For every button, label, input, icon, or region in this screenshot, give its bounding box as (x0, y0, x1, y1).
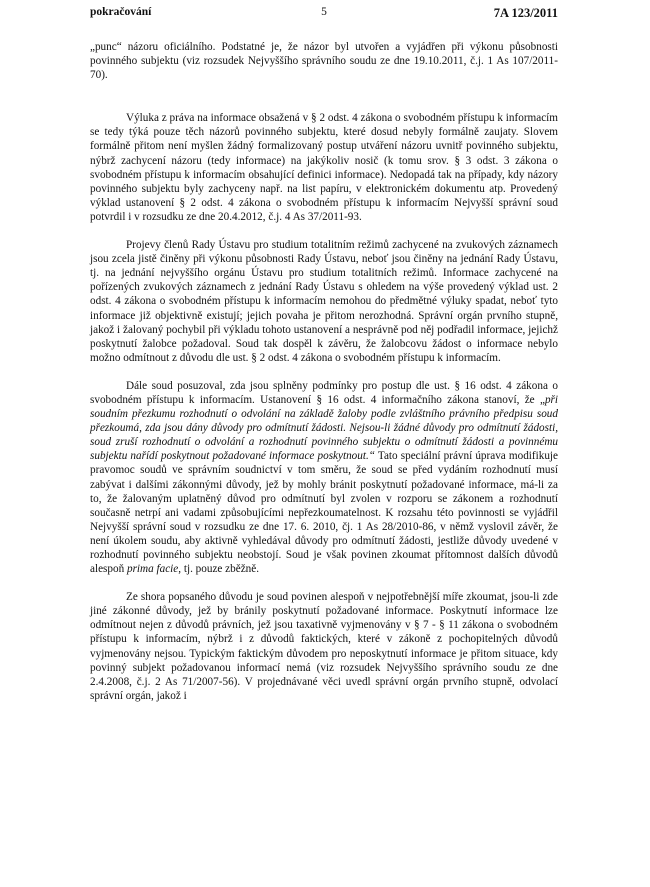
continuation-label: pokračování (90, 6, 152, 18)
text-run: Projevy členů Rady Ústavu pro studium totalitním režimů zachycené na zvukových záznamech jsou zcela jistě činěny při výkonu působnosti Rady Ústavu, neboť jsou činěny na jednání Rady Ústavu, tj. na jednání nejvyššího orgánu Ústavu pro studium totalitních režimů. Informace zachycené na pořízených zvukových záznamech z jednání Rady Ústavu s ohledem na výše provedený výklad ust. 2 odst. 4 zákona o svobodném přístupu k informacím nemohou do předmětné výluky spadat, neboť tyto informace již objektivně existují; jejich povaha je přitom nerozhodná. Správní orgán prvního stupně, jakož i žalovaný pochybil při výkladu tohoto ustanovení a nesprávně pod něj podřadil informace, jejichž poskytnutí žalobce požadoval. Soud tak dospěl k závěru, že žalobcovu žádost o informace nebylo možno odmítnout z důvodu dle ust. § 2 odst. 4 zákona o svobodném přístupu k informacím. (90, 239, 558, 364)
case-number: 7A 123/2011 (493, 6, 558, 20)
page-header (90, 6, 558, 22)
paragraph-5 (90, 590, 558, 703)
italic-quote-run: při soudním přezkumu rozhodnutí o odvolání na základě žaloby podle zvláštního právního předpisu soud přezkoumá, zda jsou dány důvody pro odmítnutí žádosti. Nejsou-li žádné důvody pro odmítnutí žádosti, soud zruší rozhodnutí o odvolání a rozhodnutí povinného subjektu o odmítnutí žádosti a povinnému subjektu nařídí poskytnout požadované informace poskytnout.“ (90, 393, 558, 463)
text-run: Tato speciální právní úprava modifikuje pravomoc soudů ve správním soudnictví v tom směru, že soud se před vydáním rozhodnutí musí zabývat i dalšími zákonnými důvody, jež by mohly bránit poskytnutí požadované informace, má-li za to, že žalovaným uplatněný důvod pro odmítnutí byl zvolen v rozporu se zákonem a rozhodnutí současně netrpí ani vadami způsobujícími nepřezkoumatelnost. K rozsahu této povinnosti se vyjádřil Nejvyšší správní soud v rozsudku ze dne 17. 6. 2010, čj. 1 As 28/2010-86, v němž vyslovil závěr, že není úkolem soudu, aby aktivně vyhledával důvody pro odmítnutí žádosti, jestliže důvody uvedené v rozhodnutí povinného subjektu neobstojí. Soud je však povinen zkoumat přítomnost dalších důvodů alespoň (90, 450, 558, 576)
text-run: Ze shora popsaného důvodu je soud povinen alespoň v nejpotřebnější míře zkoumat, jsou-li zde jiné zákonné důvody, jež by bránily poskytnutí požadované informace. Poskytnutí informace lze odmítnout nejen z důvodů právních, jež jsou taxativně vyjmenovány v § 7 - § 11 zákona o svobodném přístupu k informacím, nýbrž i z důvodů faktických, které v zákoně z pochopitelných důvodů vyjmenovány nejsou. Typickým faktickým důvodem pro neposkytnutí informace je přitom situace, kdy povinný subjekt požadovanou informací nemá (viz rozsudek Nejvyššího správního soudu ze dne 2.4.2008, č.j. 2 As 71/2007-56). V projednávané věci uvedl správní orgán prvního stupně, odvolací správní orgán, jakož i (90, 591, 558, 702)
paragraph-4 (90, 379, 558, 576)
paragraph-2 (90, 111, 558, 224)
text-run: , tj. pouze zběžně. (178, 563, 260, 576)
paragraph-1 (90, 40, 558, 82)
page-number: 5 (321, 6, 327, 18)
italic-quote-run: prima facie (126, 563, 179, 576)
text-run: „punc“ názoru oficiálního. Podstatné je, že názor byl utvořen a vyjádřen při výkonu působnosti povinného subjektu (viz rozsudek Nejvyššího správního soudu ze dne 19.10.2011, č.j. 1 As 107/2011-70). (90, 41, 558, 82)
text-run: Dále soud posuzoval, zda jsou splněny podmínky pro postup dle ust. § 16 odst. 4 zákona o svobodném přístupu k informacím. Ustanovení § 16 odst. 4 informačního zákona stanoví, že „ (90, 379, 558, 406)
paragraph-3 (90, 238, 558, 365)
document-body (90, 40, 558, 703)
text-run: Výluka z práva na informace obsažená v § 2 odst. 4 zákona o svobodném přístupu k informacím se tedy týká pouze těch názorů povinného subjektu, které dosud nebyly formálně zaujaty. Slovem formálně přitom není myšlen žádný formalizovaný postup utváření názoru uvnitř povinného subjektu, nýbrž zachycení názoru (tedy informace) na jakýkoliv nosič (k tomu srov. § 3 odst. 3 zákona o svobodném přístupu k informacím obsahující definici informace). Nedopadá tak na případy, kdy názory povinného subjektu byly zachyceny např. na list papíru, v elektronickém dokumentu atp. Provedený výklad ustanovení § 2 odst. 4 zákona o svobodném přístupu k informacím Nejvyšší správní soud potvrdil i v rozsudku ze dne 20.4.2012, č.j. 4 As 37/2011-93. (90, 112, 558, 223)
